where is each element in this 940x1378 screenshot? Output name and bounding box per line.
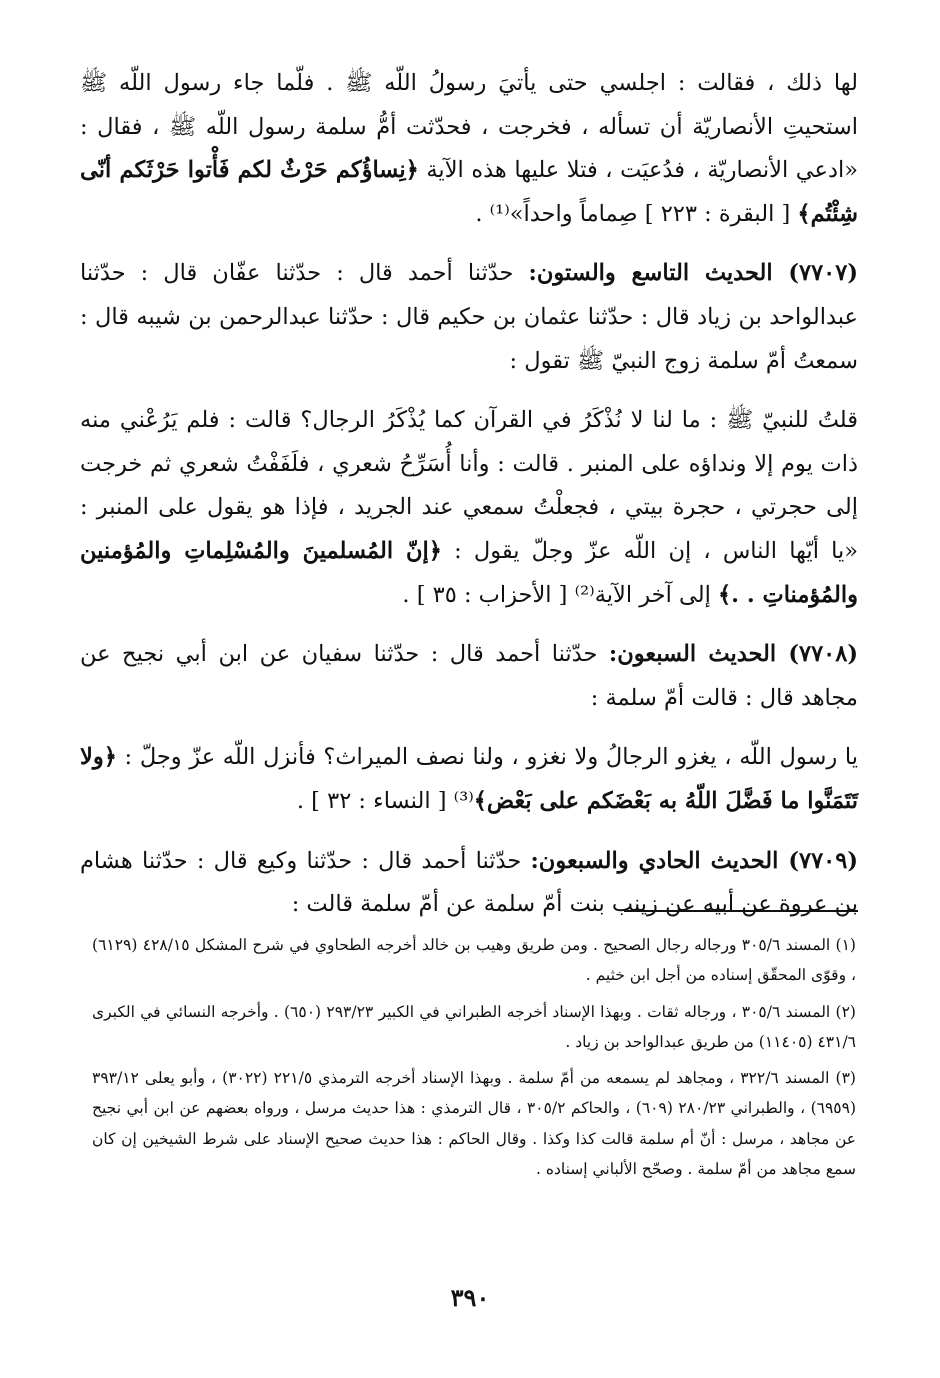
main-text: [80, 62, 858, 927]
footnote-1: (١) المسند ٣٠٥/٦ ورجاله رجال الصحيح . ومن طريق وهيب بن خالد أخرجه الطحاوي في شرح المشكل ٤٢٨/١٥ (٦١٢٩) ، وقوّى المحقّق إسناده من أجل ابن خثيم .: [92, 936, 856, 985]
hadith-heading: (٧٧٠٩) الحديث الحادي والسبعون:: [530, 847, 858, 874]
footnote-2: (٢) المسند ٣٠٥/٦ ، ورجاله ثقات . وبهذا الإسناد أخرجه الطبراني في الكبير ٢٩٣/٢٣ (٦٥٠) . وأخرجه النسائي في الكبرى ٤٣١/٦ (١١٤٠٥) من طريق عبدالواحد بن زياد .: [92, 1002, 856, 1051]
hadith-heading: (٧٧٠٨) الحديث السبعون:: [608, 641, 858, 668]
hadith-7709-paragraph: (٧٧٠٩) الحديث الحادي والسبعون: حدّثنا أحمد قال : حدّثنا وكيع قال : حدّثنا هشام بن عروة عن أبيه عن زينب بنت أمّ سلمة عن أمّ سلمة قالت :: [80, 847, 858, 918]
quran-quote: ﴿إنّ المُسلمينَ والمُسْلِماتِ والمُؤمنين والمُؤمناتِ . .﴾: [80, 537, 858, 608]
footnote-3: (٣) المسند ٣٢٢/٦ ، ومجاهد لم يسمعه من أمّ سلمة . وبهذا الإسناد أخرجه الترمذي ٢٢١/٥ (٣٠٢٢) ، وأبو يعلى ٣٩٣/١٢ (٦٩٥٩) ، والطبراني ٢٨٠/٢٣ (٦٠٩) ، والحاكم ٣٠٥/٢ ، قال الترمذي : هذا حديث مرسل ، ورواه بعضهم عن ابن أبي نجيح عن مجاهد ، مرسل : أنّ أم سلمة قالت كذا وكذا . وقال الحاكم : هذا حديث صحيح الإسناد على شرط الشيخين إن كان سمع مجاهد من أمّ سلمة . وصحّح الألباني إسناده .: [92, 1069, 856, 1179]
narration-paragraph-3: يا رسول اللّه ، يغزو الرجالُ ولا نغزو ، ولنا نصف الميراث؟ فأنزل اللّه عزّ وجلّ : ﴿ولا تَتَمَنَّوا ما فَضَّلَ اللّهُ به بَعْضَكم على بَعْض﴾⁽³⁾ [ النساء : ٣٢ ] .: [80, 744, 858, 814]
hadith-heading: (٧٧٠٧) الحديث التاسع والستون:: [528, 260, 858, 287]
page-number: ٣٩٠: [450, 1283, 490, 1312]
footnotes: [92, 930, 856, 1190]
hadith-7707-paragraph: (٧٧٠٧) الحديث التاسع والستون: حدّثنا أحمد قال : حدّثنا عفّان قال : حدّثنا عبدالواحد بن زياد قال : حدّثنا عثمان بن حكيم قال : حدّثنا عبدالرحمن بن شيبه قال : سمعتُ أمّ سلمة زوج النبيّ ﷺ تقول :: [80, 260, 858, 374]
narration-paragraph-1: لها ذلك ، فقالت : اجلسي حتى يأتيَ رسولُ اللّه ﷺ . فلّما جاء رسول اللّه ﷺ استحيتِ الأنصاريّة أن تسأله ، فخرجت ، فحدّثت أمُّ سلمة رسول اللّه ﷺ ، فقال : «ادعي الأنصاريّة ، فدُعيَت ، فتلا عليها هذه الآية ﴿نِساؤُكم حَرْثٌ لكم فَأْتوا حَرْثَكم أنّى شِئْتُم﴾ [ البقرة : ٢٢٣ ] صِماماً واحداً»⁽¹⁾ .: [80, 70, 858, 227]
quran-quote: ﴿ولا تَتَمَنَّوا ما فَضَّلَ اللّهُ به بَعْضَكم على بَعْض﴾: [80, 744, 858, 814]
footnote-separator: [624, 910, 858, 912]
quran-quote: ﴿نِساؤُكم حَرْثٌ لكم فَأْتوا حَرْثَكم أنّى شِئْتُم﴾: [80, 157, 858, 227]
narration-paragraph-2: قلتُ للنبيّ ﷺ : ما لنا لا نُذْكَرُ في القرآن كما يُذْكَرُ الرجال؟ قالت : فلم يَرُعْني منه ذات يوم إلا ونداؤه على المنبر . قالت : وأنا أُسَرِّحُ شعري ، فلَفَفْتُ شعري ثم خرجت إلى حجرتي ، حجرة بيتي ، فجعلْتُ سمعي عند الجريد ، فإذا هو يقول على المنبر : «يا أيّها الناس ، إن اللّه عزّ وجلّ يقول : ﴿إنّ المُسلمينَ والمُسْلِماتِ والمُؤمنين والمُؤمناتِ . .﴾ إلى آخر الآية⁽²⁾ [ الأحزاب : ٣٥ ] .: [80, 407, 858, 608]
hadith-7708-paragraph: (٧٧٠٨) الحديث السبعون: حدّثنا أحمد قال : حدّثنا سفيان عن ابن أبي نجيح عن مجاهد قال : قالت أمّ سلمة :: [80, 641, 858, 711]
